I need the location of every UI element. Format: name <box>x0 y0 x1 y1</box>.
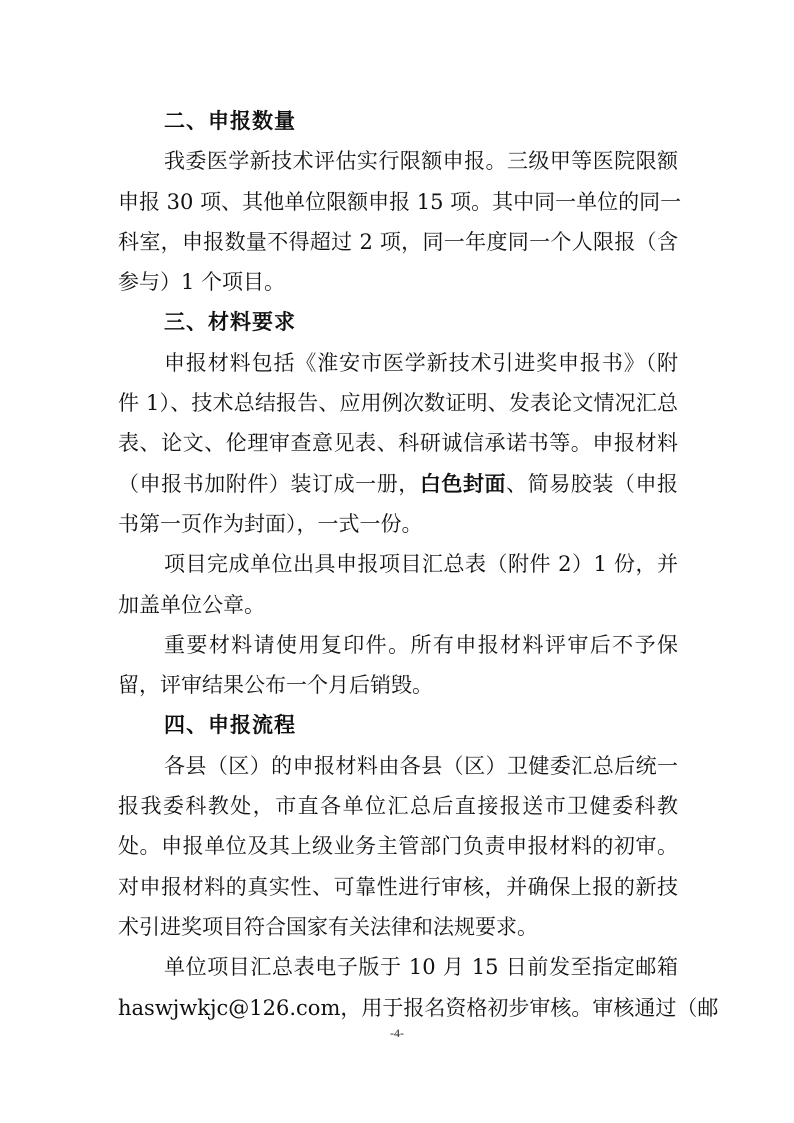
paragraph-line: 我委医学新技术评估实行限额申报。三级甲等医院限额 <box>164 149 678 174</box>
section-heading-process: 四、申报流程 <box>164 713 296 738</box>
paragraph-line: 处。申报单位及其上级业务主管部门负责申报材料的初审。 <box>118 834 678 859</box>
paragraph-line: 各县（区）的申报材料由各县（区）卫健委汇总后统一 <box>164 753 678 778</box>
paragraph-line: 术引进奖项目符合国家有关法律和法规要求。 <box>118 914 538 939</box>
text-segment: 、简易胶装（申报 <box>506 471 679 496</box>
paragraph-line: 表、论文、伦理审查意见表、科研诚信承诺书等。申报材料 <box>118 431 678 456</box>
paragraph-line: 重要材料请使用复印件。所有申报材料评审后不予保 <box>164 632 678 657</box>
paragraph-line: 申报材料包括《淮安市医学新技术引进奖申报书》（附 <box>164 350 678 375</box>
paragraph-line: 科室，申报数量不得超过 2 项，同一年度同一个人限报（含 <box>118 229 678 254</box>
paragraph-line <box>118 464 678 504</box>
bold-emphasis-white-cover: 白色封面 <box>419 471 507 496</box>
paragraph-line: 单位项目汇总表电子版于 10 月 15 日前发至指定邮箱 <box>164 955 678 980</box>
paragraph-line: 加盖单位公章。 <box>118 592 265 617</box>
section-heading-quantity: 二、申报数量 <box>164 109 296 133</box>
paragraph-line: 件 1）、技术总结报告、应用例次数证明、发表论文情况汇总 <box>118 391 678 416</box>
paragraph-line: 报我委科教处，市直各单位汇总后直接报送市卫健委科教 <box>118 794 678 819</box>
paragraph-line: 对申报材料的真实性、可靠性进行审核，并确保上报的新技 <box>118 874 678 899</box>
paragraph-line: 申报 30 项、其他单位限额申报 15 项。其中同一单位的同一 <box>118 189 682 214</box>
document-body <box>118 101 719 1028</box>
text-segment: （申报书加附件）装订成一册， <box>118 471 420 496</box>
section-heading-materials: 三、材料要求 <box>164 310 296 335</box>
paragraph-line: 书第一页作为封面），一式一份。 <box>118 511 423 536</box>
page-number: -4- <box>390 1026 404 1040</box>
paragraph-line-email: haswjwkjc@126.com，用于报名资格初步审核。审核通过（邮 <box>118 995 719 1020</box>
paragraph-line: 参与）1 个项目。 <box>118 270 286 295</box>
paragraph-line: 项目完成单位出具申报项目汇总表（附件 2）1 份，并 <box>164 552 678 577</box>
paragraph-line: 留，评审结果公布一个月后销毁。 <box>118 673 433 698</box>
